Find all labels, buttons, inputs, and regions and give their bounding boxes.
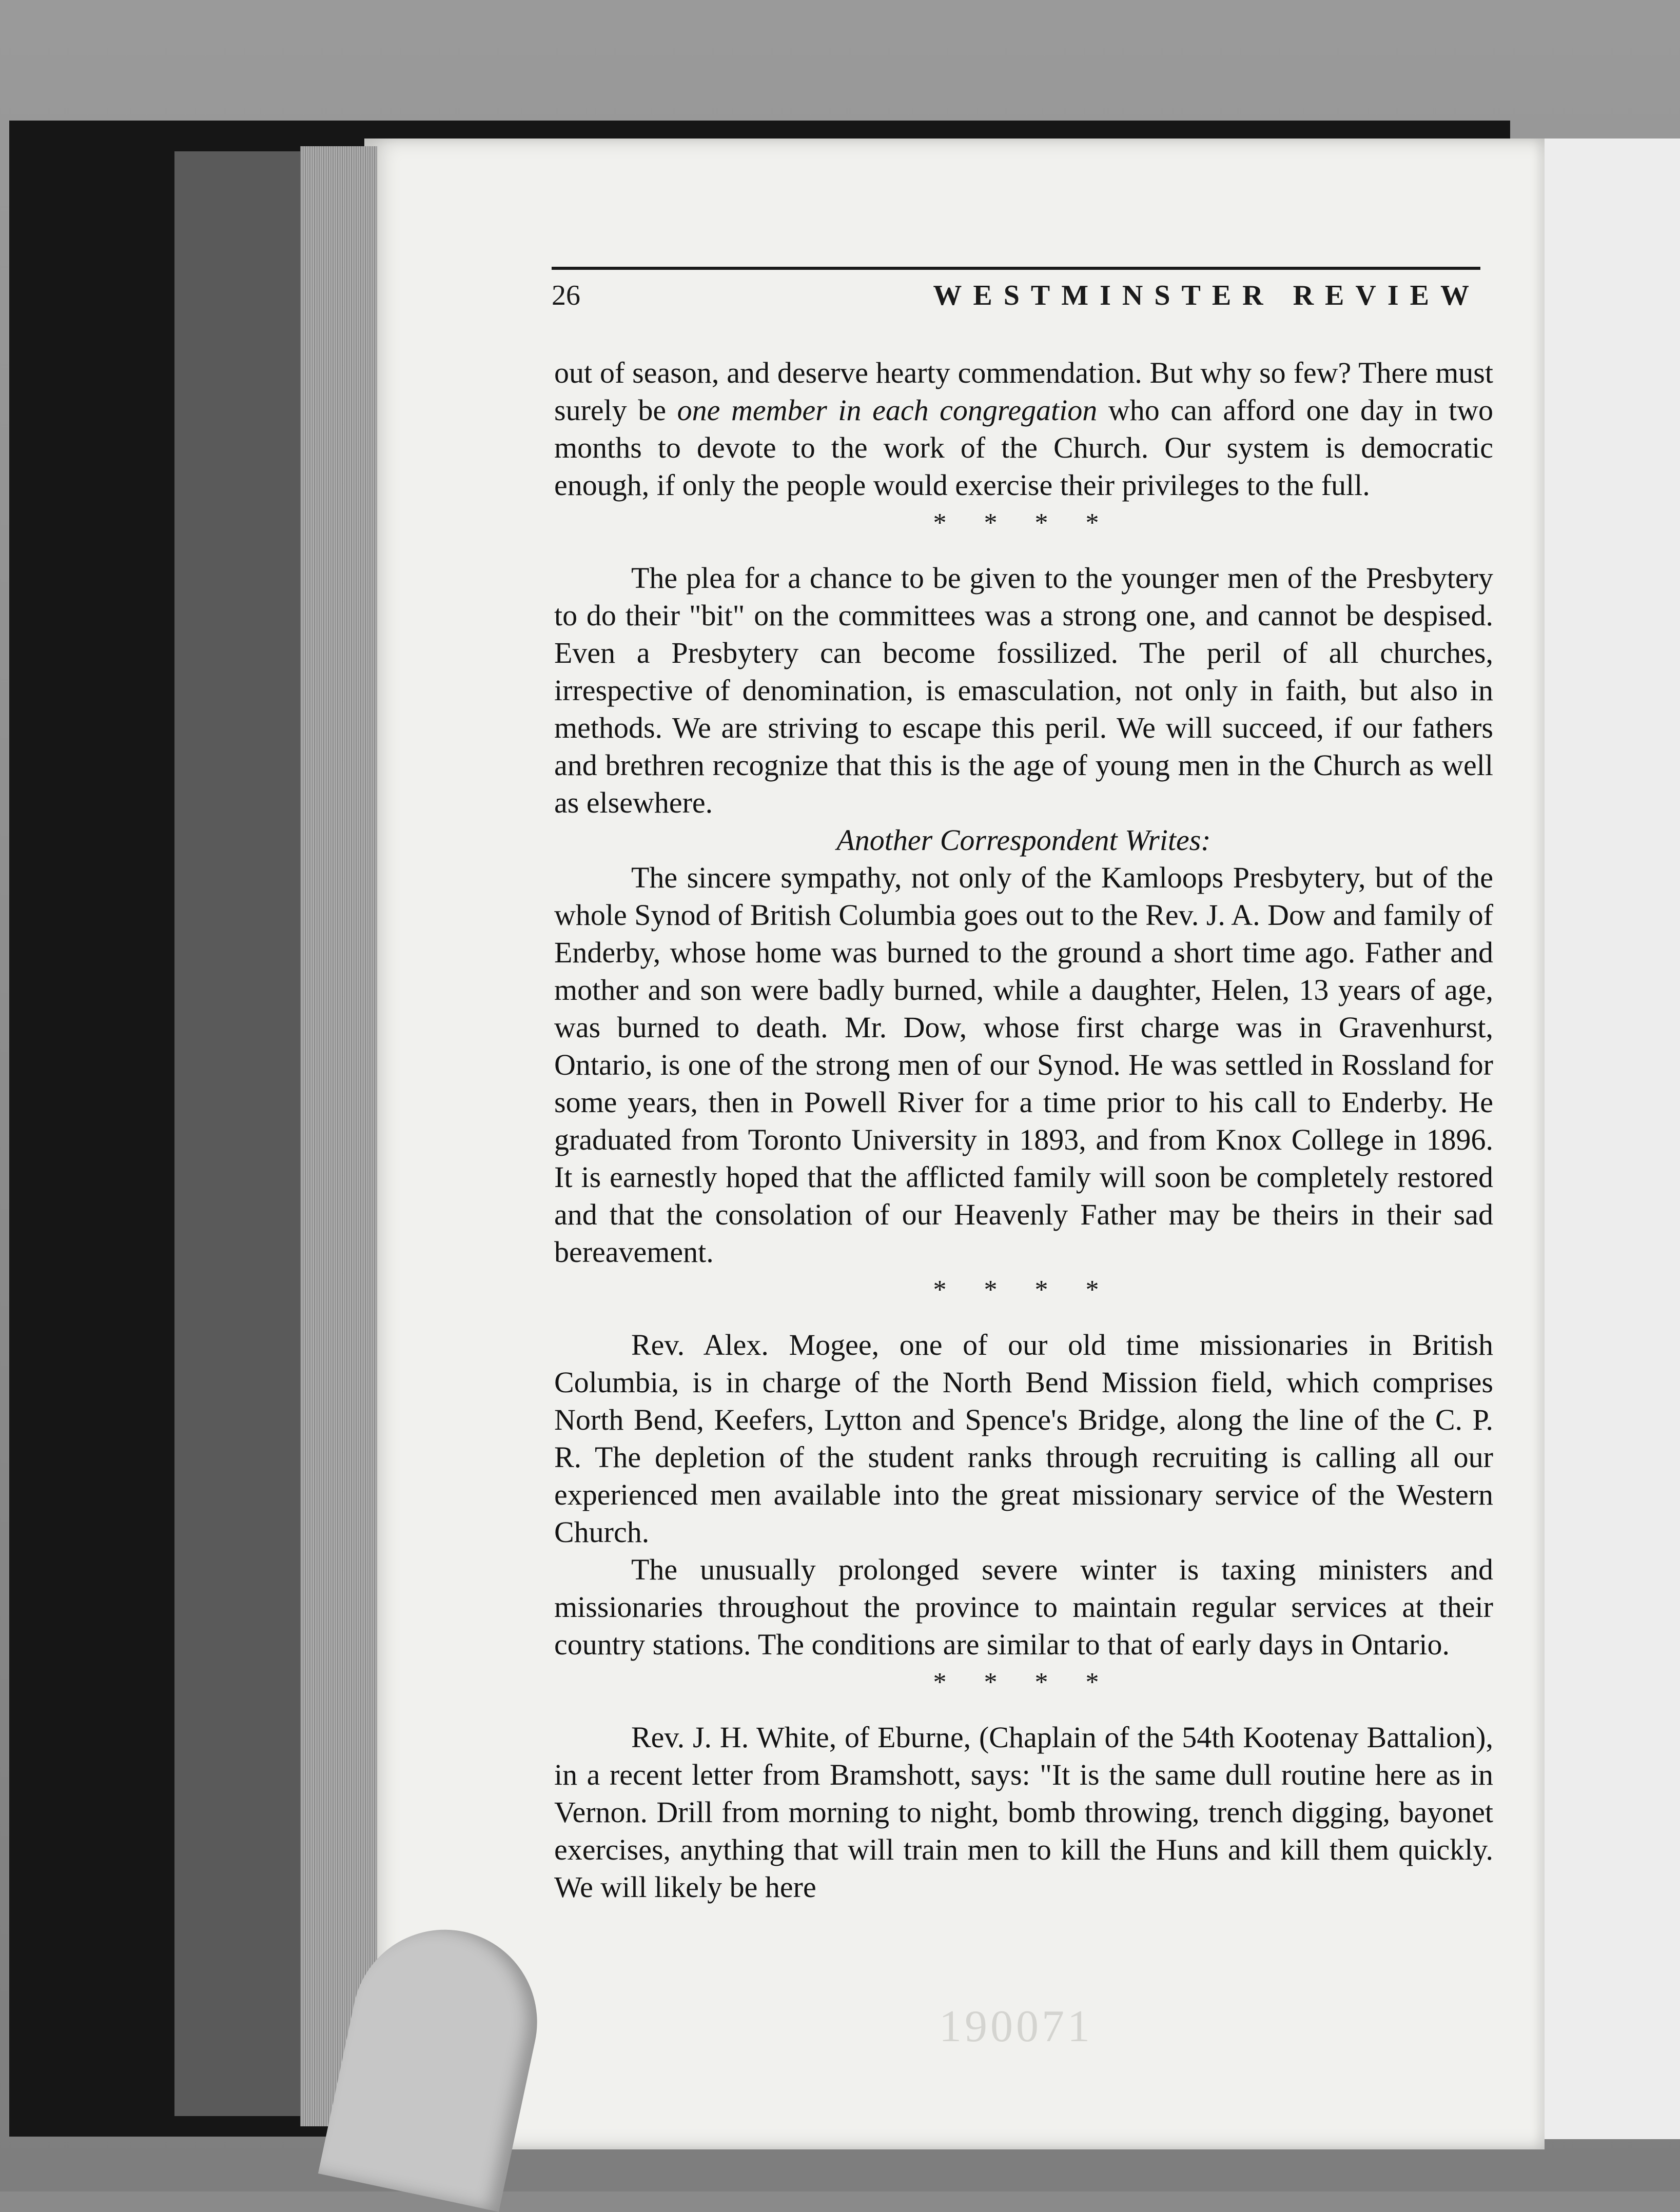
section-separator: * * * * [933, 508, 1115, 538]
page-edges [300, 146, 377, 2126]
faint-stamp-number: 190071 [939, 2002, 1093, 2051]
journal-title: WESTMINSTER REVIEW [933, 280, 1480, 311]
paragraph-2: The plea for a chance to be given to the younger men of the Presbytery to do their "bit" on the committees was a strong one, and cannot be despised. Even a Presbytery can become fossilized. The peril of all churches, irrespective of denomination, is emasculation, not only in faith, but also in methods. We are striving to escape this peril. We will succeed, if our fathers and brethren recognize that this is the age of young men in the Church as well as elsewhere. [554, 561, 1493, 819]
paragraph-3: The sincere sympathy, not only of the Kamloops Presbytery, but of the whole Synod of British Columbia goes out to the Rev. J. A. Dow and family of Enderby, whose home was burned to the ground a short time ago. Father and mother and son were badly burned, while a daughter, Helen, 13 years of age, was burned to death. Mr. Dow, whose first charge was in Gravenhurst, Ontario, is one of the strong men of our Synod. He was settled in Rossland for some years, then in Powell River for a time prior to his call to Enderby. He graduated from Toronto University in 1893, and from Knox College in 1896. It is earnestly hoped that the afflicted family will soon be completely restored and that the consolation of our Heavenly Father may be theirs in their sad bereavement. [554, 861, 1493, 1269]
subheading: Another Correspondent Writes: [836, 823, 1211, 857]
section-separator: * * * * [933, 1668, 1115, 1697]
paragraph-4: Rev. Alex. Mogee, one of our old time missionaries in British Columbia, is in charge of the North Bend Mission field, which comprises North Bend, Keefers, Lytton and Spence's Bridge, along the line of the C. P. R. The depletion of the student ranks through recruiting is calling all our experienced men available into the great missionary service of the Western Church. [554, 1328, 1493, 1549]
paragraph-6: Rev. J. H. White, of Eburne, (Chaplain of the 54th Kootenay Battalion), in a recent letter from Bramshott, says: "It is the same dull routine here as in Vernon. Drill from morning to night, bomb throwing, trench digging, bayonet exercises, anything that will train men to kill the Huns and kill them quickly. We will likely be here [554, 1721, 1493, 1904]
cover-inner-board [174, 151, 303, 2116]
paragraph-5: The unusually prolonged severe winter is taxing ministers and missionaries throughout the province to maintain regular services at their country stations. The conditions are similar to that of early days in Ontario. [554, 1553, 1493, 1661]
section-separator: * * * * [933, 1275, 1115, 1305]
article-text [554, 354, 1493, 1906]
page-number: 26 [552, 280, 580, 311]
running-header [552, 267, 1480, 316]
emphasis-text: one member in each congregation [677, 393, 1098, 427]
paragraph-1: out of season, and deserve hearty commendation. But why so few? There must surely be one member in each congregation who can afford one day in two months to devote to the work of the Church. Our system is democratic enough, if only the people would exercise their privileges to the full. [554, 356, 1493, 502]
facing-page-edge [1539, 139, 1680, 2139]
